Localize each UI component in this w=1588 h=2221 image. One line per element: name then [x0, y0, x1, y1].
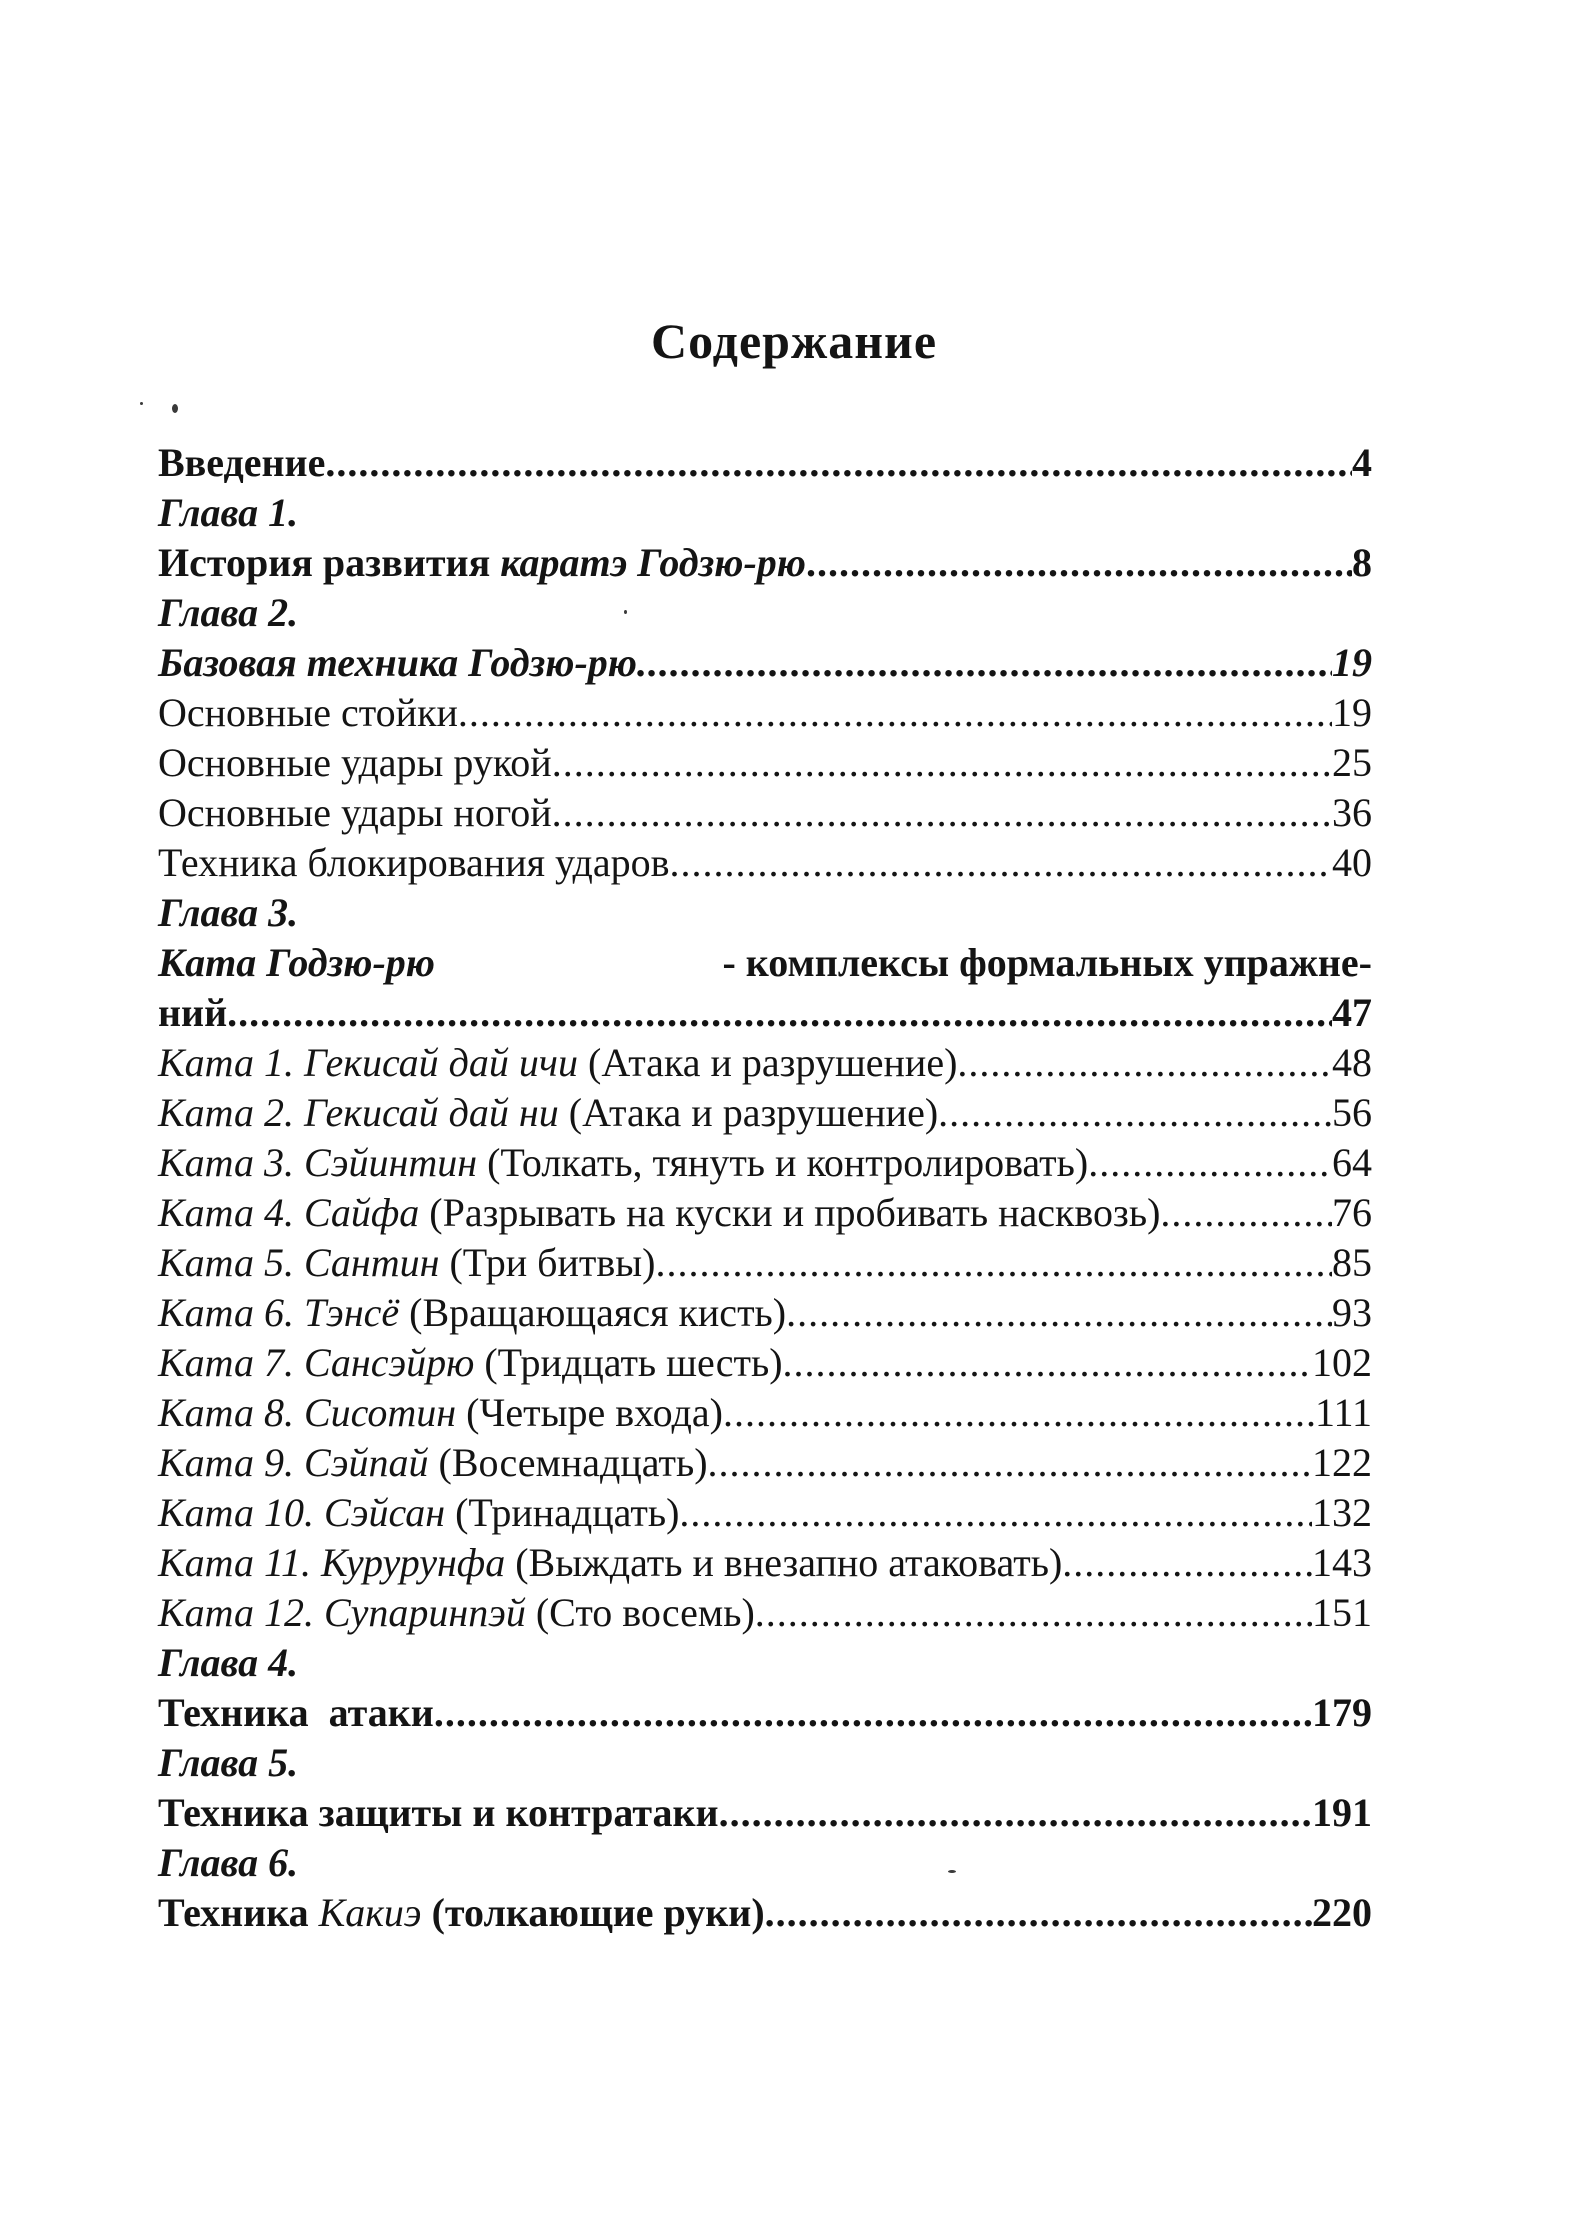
toc-entry-title — [158, 1888, 765, 1938]
toc-kata-10[interactable] — [158, 1488, 1372, 1538]
dot-leader — [669, 838, 1332, 888]
toc-entry-title-italic: каратэ Годзю-рю — [500, 540, 806, 585]
toc-kata-title — [158, 1538, 1062, 1588]
kata-meaning: (Толкать, тянуть и контролировать) — [477, 1140, 1089, 1185]
toc-kata-title — [158, 1438, 708, 1488]
chapter-heading-label: Глава 3. — [158, 890, 299, 935]
dot-leader — [783, 1338, 1312, 1388]
toc-page-number: 143 — [1312, 1540, 1372, 1585]
kata-name: Ката 7. Сансэйрю — [158, 1340, 475, 1385]
kata-name: Ката 8. Сисотин — [158, 1390, 457, 1435]
toc-page-number: 8 — [1352, 540, 1372, 585]
toc-page-number: 56 — [1332, 1090, 1372, 1135]
kata-meaning: (Вращающаяся кисть) — [399, 1290, 787, 1335]
dot-leader — [765, 1888, 1312, 1938]
toc-entry-title — [158, 538, 806, 588]
toc-section-title: Основные стойки — [158, 690, 458, 735]
dot-leader — [755, 1588, 1312, 1638]
toc-kata-9[interactable] — [158, 1438, 1372, 1488]
toc-page-number: 36 — [1332, 790, 1372, 835]
toc-kata-title — [158, 1388, 723, 1438]
chapter-heading-4 — [158, 1638, 1372, 1688]
toc-entry-title-rest: - комплексы формальных упражне- — [722, 940, 1372, 985]
toc-entry-chapter-3-line-1[interactable] — [158, 938, 1372, 988]
kata-name: Ката 3. Сэйинтин — [158, 1140, 478, 1185]
toc-entry-title-italic: Ката Годзю-рю — [158, 940, 435, 985]
dot-leader — [1062, 1538, 1312, 1588]
kata-name: Ката 4. Сайфа — [158, 1190, 420, 1235]
kata-meaning: (Выждать и внезапно атаковать) — [505, 1540, 1063, 1585]
dot-leader — [957, 1038, 1332, 1088]
dot-leader — [708, 1438, 1312, 1488]
kata-meaning: (Разрывать на куски и пробивать насквозь) — [419, 1190, 1161, 1235]
toc-page-number: 19 — [1332, 690, 1372, 735]
dot-leader — [655, 1238, 1332, 1288]
toc-section-title: Техника блокирования ударов — [158, 840, 670, 885]
kata-meaning: (Тринадцать) — [445, 1490, 680, 1535]
dot-leader — [1160, 1188, 1332, 1238]
toc-page-number: 19 — [1332, 640, 1372, 685]
toc-page-number: 191 — [1312, 1790, 1372, 1835]
toc-kata-title — [158, 1088, 938, 1138]
chapter-heading-label: Глава 5. — [158, 1740, 299, 1785]
kata-name: Ката 1. Гекисай дай ичи — [158, 1040, 578, 1085]
toc-kata-title — [158, 1338, 783, 1388]
toc-entry-title: Базовая техника Годзю-рю — [158, 640, 637, 685]
toc-kata-8[interactable] — [158, 1388, 1372, 1438]
toc-entry-title: Техника атаки — [158, 1690, 434, 1735]
toc-section-title: Основные удары ногой — [158, 790, 552, 835]
dot-leader — [637, 638, 1332, 688]
toc-kata-6[interactable] — [158, 1288, 1372, 1338]
toc-kata-title — [158, 1038, 957, 1088]
toc-entry-chapter-4[interactable] — [158, 1688, 1372, 1738]
dot-leader — [719, 1788, 1312, 1838]
chapter-heading-label: Глава 6. — [158, 1840, 299, 1885]
kata-name: Ката 2. Гекисай дай ни — [158, 1090, 559, 1135]
toc-section-hand-strikes[interactable] — [158, 738, 1372, 788]
kata-meaning: (Восемнадцать) — [428, 1440, 708, 1485]
toc-page-number: 40 — [1332, 840, 1372, 885]
scan-speck — [172, 404, 178, 413]
toc-kata-2[interactable] — [158, 1088, 1372, 1138]
toc-page-number: 93 — [1332, 1290, 1372, 1335]
dot-leader — [434, 1688, 1312, 1738]
toc-section-kicks[interactable] — [158, 788, 1372, 838]
toc-page-number: 122 — [1312, 1440, 1372, 1485]
chapter-heading-2 — [158, 588, 1372, 638]
dot-leader — [938, 1088, 1332, 1138]
kata-meaning: (Сто восемь) — [525, 1590, 755, 1635]
toc-page-number: 179 — [1312, 1690, 1372, 1735]
toc-entry-chapter-6[interactable] — [158, 1888, 1372, 1938]
chapter-heading-label: Глава 1. — [158, 490, 299, 535]
chapter-heading-label: Глава 4. — [158, 1640, 299, 1685]
toc-page-number: 132 — [1312, 1490, 1372, 1535]
table-of-contents — [158, 438, 1372, 1938]
toc-kata-12[interactable] — [158, 1588, 1372, 1638]
toc-section-blocks[interactable] — [158, 838, 1372, 888]
chapter-heading-6 — [158, 1838, 1372, 1888]
toc-entry-chapter-3-line-2[interactable] — [158, 988, 1372, 1038]
kata-name: Ката 5. Сантин — [158, 1240, 440, 1285]
toc-entry-title-plain: Техника — [158, 1890, 319, 1935]
toc-page-number: 85 — [1332, 1240, 1372, 1285]
toc-page-number: 64 — [1332, 1140, 1372, 1185]
toc-entry-title-plain: История развития — [158, 540, 501, 585]
toc-kata-title — [158, 1188, 1160, 1238]
chapter-heading-1 — [158, 488, 1372, 538]
toc-kata-11[interactable] — [158, 1538, 1372, 1588]
toc-page-number: 220 — [1312, 1890, 1372, 1935]
toc-page-number: 48 — [1332, 1040, 1372, 1085]
dot-leader — [458, 688, 1332, 738]
toc-section-title: Основные удары рукой — [158, 740, 552, 785]
toc-entry-chapter-1[interactable] — [158, 538, 1372, 588]
toc-page-number: 25 — [1332, 740, 1372, 785]
toc-kata-title — [158, 1138, 1088, 1188]
kata-name: Ката 12. Супаринпэй — [158, 1590, 526, 1635]
toc-kata-4[interactable] — [158, 1188, 1372, 1238]
dot-leader — [552, 738, 1332, 788]
toc-page-number: 4 — [1352, 440, 1372, 485]
dot-leader — [552, 788, 1332, 838]
toc-entry-title-italic: Какиэ — [318, 1890, 422, 1935]
toc-kata-title — [158, 1488, 679, 1538]
toc-entry-title: Техника защиты и контратаки — [158, 1790, 719, 1835]
toc-kata-title — [158, 1288, 786, 1338]
dot-leader — [679, 1488, 1312, 1538]
kata-name: Ката 11. Курурунфа — [158, 1540, 506, 1585]
toc-page-number: 47 — [1332, 990, 1372, 1035]
toc-kata-7[interactable] — [158, 1338, 1372, 1388]
kata-meaning: (Четыре входа) — [456, 1390, 723, 1435]
kata-meaning: (Атака и разрушение) — [558, 1090, 939, 1135]
toc-kata-title — [158, 1238, 655, 1288]
toc-entry-intro[interactable] — [158, 438, 1372, 488]
toc-kata-1[interactable] — [158, 1038, 1372, 1088]
dot-leader — [227, 988, 1332, 1038]
kata-meaning: (Тридцать шесть) — [474, 1340, 783, 1385]
page-title: Содержание — [650, 313, 938, 369]
kata-name: Ката 6. Тэнсё — [158, 1290, 400, 1335]
toc-kata-title — [158, 1588, 755, 1638]
toc-section-stances[interactable] — [158, 688, 1372, 738]
toc-page-number: 76 — [1332, 1190, 1372, 1235]
dot-leader — [723, 1388, 1315, 1438]
kata-name: Ката 10. Сэйсан — [158, 1490, 446, 1535]
toc-entry-title-rest: (толкающие руки) — [421, 1890, 765, 1935]
toc-entry-title: Введение — [158, 440, 326, 485]
chapter-heading-5 — [158, 1738, 1372, 1788]
toc-page-number: 102 — [1312, 1340, 1372, 1385]
dot-leader — [325, 438, 1352, 488]
dot-leader — [786, 1288, 1332, 1338]
kata-name: Ката 9. Сэйпай — [158, 1440, 429, 1485]
chapter-heading-3 — [158, 888, 1372, 938]
toc-page-number: 111 — [1314, 1390, 1372, 1435]
scan-speck — [140, 402, 143, 405]
dot-leader — [1088, 1138, 1332, 1188]
toc-entry-title: ний — [158, 990, 228, 1035]
kata-meaning: (Атака и разрушение) — [578, 1040, 958, 1085]
toc-entry-chapter-5[interactable] — [158, 1788, 1372, 1838]
toc-page-number: 151 — [1312, 1590, 1372, 1635]
toc-kata-5[interactable] — [158, 1238, 1372, 1288]
dot-leader — [806, 538, 1352, 588]
toc-kata-3[interactable] — [158, 1138, 1372, 1188]
toc-entry-chapter-2[interactable] — [158, 638, 1372, 688]
kata-meaning: (Три битвы) — [439, 1240, 656, 1285]
chapter-heading-label: Глава 2. — [158, 590, 299, 635]
